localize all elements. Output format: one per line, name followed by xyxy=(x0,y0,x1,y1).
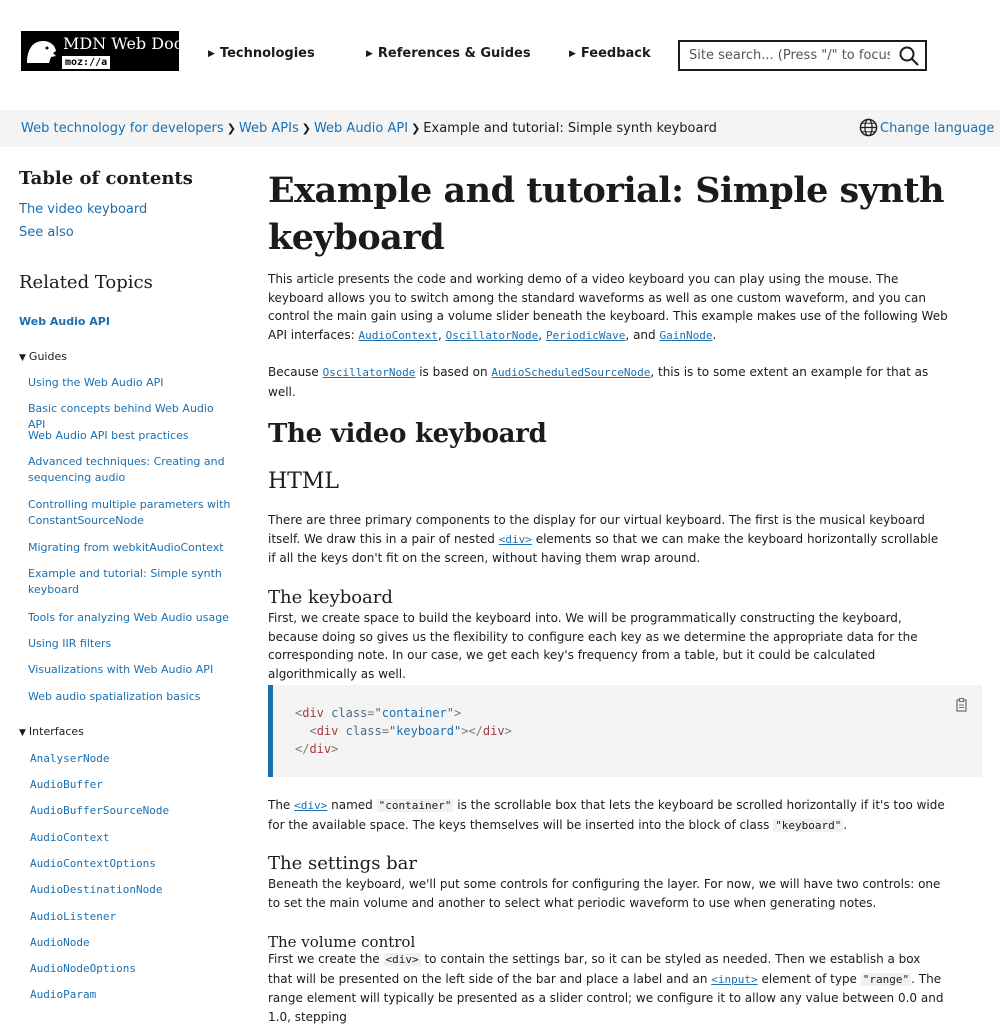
link-oscillatornode[interactable]: OscillatorNode xyxy=(322,366,416,379)
interface-link[interactable]: AudioDestinationNode xyxy=(30,883,163,896)
breadcrumb xyxy=(21,121,717,136)
guide-best-practices[interactable]: Web Audio API best practices xyxy=(28,429,189,442)
chevron-right-icon: ❯ xyxy=(301,122,311,135)
guide-advanced-techniques[interactable]: Advanced techniques: Creating and sequencing audio xyxy=(28,455,225,484)
interface-link[interactable]: AudioNode xyxy=(30,936,90,949)
toc-link-see-also[interactable]: See also xyxy=(19,225,74,240)
search-icon[interactable] xyxy=(899,46,919,66)
interface-link[interactable]: AudioParam xyxy=(30,988,97,1001)
guide-using-web-audio-api[interactable]: Using the Web Audio API xyxy=(28,376,164,389)
code-block xyxy=(268,685,982,777)
guide-constantsourcenode[interactable]: Controlling multiple parameters with ConstantSourceNode xyxy=(28,498,231,527)
mdn-logo[interactable] xyxy=(21,31,191,71)
guide-tools-analyzing[interactable]: Tools for analyzing Web Audio usage xyxy=(28,611,229,624)
heading-volume-control: The volume control xyxy=(268,933,416,951)
guide-simple-synth[interactable]: Example and tutorial: Simple synth keyboard xyxy=(28,567,222,596)
link-div-element[interactable]: <div> xyxy=(294,799,328,812)
article xyxy=(268,147,982,1024)
settings-paragraph: Beneath the keyboard, we'll put some controls for configuring the layer. For now, we will have two controls: one to set the main volume and another to select what periodic waveform to use when generating notes. xyxy=(268,877,941,910)
volume-paragraph: First we create the <div> to contain the settings bar, so it can be styled as needed. Then we establish a box that will be presented on the left side of the bar and place a label and an <input> element of type "range" . The range element will typically be presented as a slider control; we configure it to allow any value between 0.0 and 1.0, stepping xyxy=(268,952,944,1024)
interface-link[interactable]: AudioContextOptions xyxy=(30,857,156,870)
interfaces-toggle[interactable]: ▼ Interfaces xyxy=(19,725,84,738)
change-language-button[interactable]: Change language xyxy=(859,118,994,137)
triangle-right-icon: ▶ xyxy=(569,49,576,59)
interface-link[interactable]: AudioBufferSourceNode xyxy=(30,804,170,817)
heading-video-keyboard: The video keyboard xyxy=(268,419,547,449)
triangle-right-icon: ▶ xyxy=(366,49,373,59)
link-periodicwave[interactable]: PeriodicWave xyxy=(545,328,626,342)
nav-feedback[interactable]: ▶ Feedback xyxy=(569,46,651,61)
triangle-down-icon: ▼ xyxy=(19,353,26,363)
guide-spatialization[interactable]: Web audio spatialization basics xyxy=(28,690,201,703)
interface-link[interactable]: AudioContext xyxy=(30,831,110,844)
interface-link[interactable]: AudioListener xyxy=(30,910,117,923)
breadcrumb-web-technology[interactable]: Web technology for developers xyxy=(21,121,224,136)
guide-iir-filters[interactable]: Using IIR filters xyxy=(28,637,112,650)
chevron-right-icon: ❯ xyxy=(226,122,236,135)
guides-toggle[interactable]: ▼ Guides xyxy=(19,350,67,363)
interface-link[interactable]: AudioNodeOptions xyxy=(30,962,136,975)
interface-link[interactable]: AnalyserNode xyxy=(30,752,110,765)
intro-paragraph: This article presents the code and working demo of a video keyboard you can play using the mouse. The keyboard allows you to switch among the standard waveforms as well as one custom waveform, and you can control the main gain using a volume slider beneath the keyboard. This example makes use of the following Web API interfaces: AudioContext, OscillatorNode, PeriodicWave, and GainNode. xyxy=(268,272,948,342)
inline-code: <div> xyxy=(385,953,419,966)
guide-visualizations[interactable]: Visualizations with Web Audio API xyxy=(28,663,214,676)
inline-code: "container" xyxy=(378,799,452,812)
heading-settings-bar: The settings bar xyxy=(268,853,418,874)
triangle-down-icon: ▼ xyxy=(19,728,26,738)
link-input-element[interactable]: <input> xyxy=(711,972,758,986)
heading-html: HTML xyxy=(268,469,339,494)
mozilla-wordmark: moz://a xyxy=(62,56,110,69)
inline-code: "keyboard" xyxy=(775,818,842,832)
sidebar xyxy=(0,147,240,1000)
related-topics-heading: Related Topics xyxy=(19,272,153,293)
link-audioscheduledsourcenode[interactable]: AudioScheduledSourceNode xyxy=(491,366,651,379)
html-paragraph: There are three primary components to the display for our virtual keyboard. The first is the musical keyboard itself. We draw this in a pair of nested <div> elements so that we can make the keyboard horizontally scrollable if all the keys don't fit on the screen, without having them wrap around. xyxy=(268,513,939,565)
breadcrumb-current: Example and tutorial: Simple synth keyboard xyxy=(423,121,717,136)
triangle-right-icon: ▶ xyxy=(208,49,215,59)
page-title: Example and tutorial: Simple synth keyboard xyxy=(268,170,945,258)
link-audiocontext[interactable]: AudioContext xyxy=(358,328,438,342)
breadcrumb-web-audio-api[interactable]: Web Audio API xyxy=(313,121,409,136)
guide-basic-concepts[interactable]: Basic concepts behind Web Audio API xyxy=(28,402,214,431)
heading-the-keyboard: The keyboard xyxy=(268,587,393,608)
clipboard-icon[interactable] xyxy=(954,697,970,713)
toc-link-video-keyboard[interactable]: The video keyboard xyxy=(19,202,148,217)
breadcrumb-bar xyxy=(0,110,1000,147)
code-snippet: <div class="container"> <div class="keyboard"></div> </div> xyxy=(295,706,512,756)
interface-link[interactable]: AudioBuffer xyxy=(30,778,103,791)
link-div-element[interactable]: <div> xyxy=(498,532,532,546)
toc-heading: Table of contents xyxy=(19,168,193,189)
globe-icon xyxy=(859,118,878,137)
inline-code: "range" xyxy=(862,972,910,986)
search-input[interactable] xyxy=(680,42,890,69)
because-paragraph: Because OscillatorNode is based on AudioScheduledSourceNode, this is to some extent an example for that as well. xyxy=(268,365,929,399)
chevron-right-icon: ❯ xyxy=(411,122,421,135)
link-oscillatornode[interactable]: OscillatorNode xyxy=(445,328,539,342)
guide-migrating-webkit[interactable]: Migrating from webkitAudioContext xyxy=(28,541,224,554)
nav-technologies[interactable]: ▶ Technologies xyxy=(208,46,315,61)
site-header xyxy=(0,0,1000,110)
keyboard-paragraph: First, we create space to build the keyboard into. We will be programmatically constructing the keyboard, because doing so gives us the flexibility to configure each key as we determine the appropriate data for the corresponding note. In our case, we get each key's frequency from a table, but it could be calculated algorithmically as well. xyxy=(268,611,918,681)
breadcrumb-web-apis[interactable]: Web APIs xyxy=(238,121,299,136)
web-audio-api-link[interactable]: Web Audio API xyxy=(19,315,110,328)
nav-references-guides[interactable]: ▶ References & Guides xyxy=(366,46,531,61)
logo-text: MDN Web Docs xyxy=(63,34,191,53)
search-box xyxy=(678,40,927,71)
link-gainnode[interactable]: GainNode xyxy=(659,328,713,342)
container-paragraph: The <div> named "container" is the scrollable box that lets the keyboard be scrolled horizontally if it's too wide for the available space. The keys themselves will be inserted into the block of class "keyboard" . xyxy=(268,798,945,832)
dinosaur-icon xyxy=(23,33,59,69)
